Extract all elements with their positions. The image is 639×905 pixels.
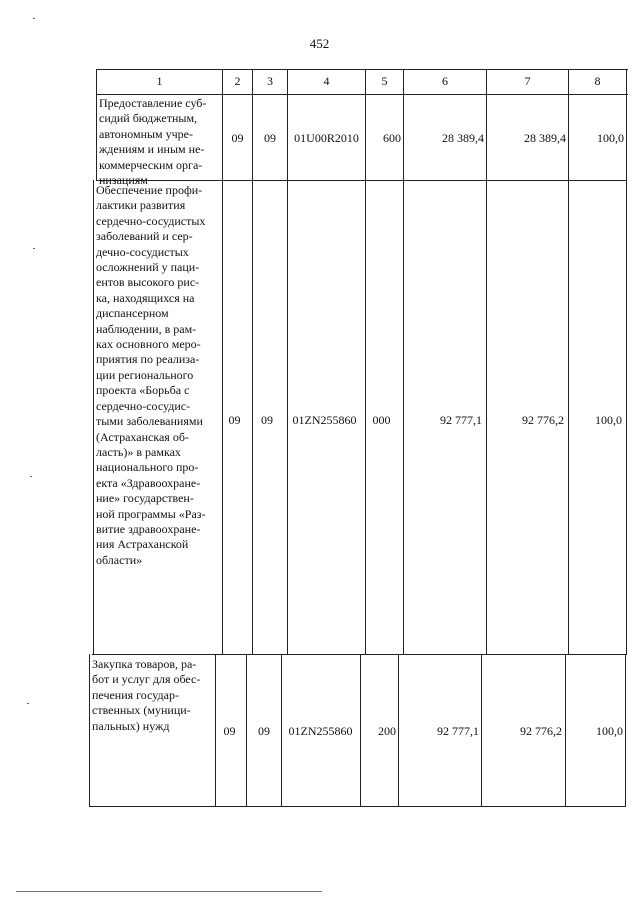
scan-speck <box>33 18 35 19</box>
header-col-7: 7 <box>524 74 531 88</box>
col-4-left-border <box>287 69 288 655</box>
table-row-3-description: Закупка товаров, ра- бот и услуг для обес- печения государ- ственных (муници- пальных) нужд <box>92 657 201 733</box>
table-row-3-col-2: 09 <box>223 724 236 738</box>
header-col-6: 6 <box>442 74 448 88</box>
table-row-1-col-7: 28 389,4 <box>524 131 566 145</box>
header-col-2: 2 <box>234 74 241 88</box>
table-row-3-col-5: 200 <box>378 724 396 738</box>
table-row-1-col-5: 600 <box>383 131 401 145</box>
table-row-2-col-7: 92 776,2 <box>522 413 564 427</box>
table-row-2-col-4: 01ZN255860 <box>292 413 357 427</box>
table-row-3-col-4: 01ZN255860 <box>288 724 353 738</box>
table-bottom-border <box>89 806 626 807</box>
col-6-left-border <box>403 69 404 655</box>
table-row-2-col-8: 100,0 <box>595 413 622 427</box>
page-number: 452 <box>309 36 330 51</box>
table-row-3-col-8: 100,0 <box>596 724 623 738</box>
table-right-border-row3 <box>625 654 626 807</box>
table-row-2-col-2: 09 <box>228 413 241 427</box>
table-row-1-col-4: 01U00R2010 <box>294 131 359 145</box>
scan-speck <box>27 703 29 704</box>
table-right-border <box>626 69 627 655</box>
col-5-left-border <box>365 69 366 655</box>
header-col-1: 1 <box>156 74 163 88</box>
table-row-2-col-6: 92 777,1 <box>440 413 482 427</box>
table-row-3-col-6: 92 777,1 <box>437 724 479 738</box>
table-row-1-description: Предоставление суб- сидий бюджетным, автономным учре- ждениям и иным не- коммерческим орга- низациям <box>99 96 207 188</box>
table-row-1-col-3: 09 <box>264 131 276 145</box>
table-top-border <box>96 69 628 70</box>
table-row-1-col-2: 09 <box>231 131 244 145</box>
table-row-3-col-7: 92 776,2 <box>520 724 562 738</box>
scan-bottom-rule <box>16 891 322 892</box>
table-row-3-col-3: 09 <box>258 724 270 738</box>
col-3-left-border <box>252 69 253 655</box>
table-row-2-col-5: 000 <box>372 413 391 427</box>
table-row-1-col-8: 100,0 <box>597 131 624 145</box>
header-col-3: 3 <box>267 74 273 88</box>
table-row-1-col-6: 28 389,4 <box>442 131 484 145</box>
table-row-2-description: Обеспечение профи- лактики развития сердечно-сосудистых заболеваний и сер- дечно-сосудистых осложнений у паци- ентов высокого рис- ка, находящихся на диспансерном наблюдении, в рам- ках основного меро- приятия по реализа- ции регионального проекта «Борьба с сердечно-сосудис- тыми заболеваниями (Астраханская об- ласть)» в рамках национального про- екта «Здравоохране- ние» государствен- ной программы «Раз- витие здравоохране- ния Астраханской области» <box>96 183 206 567</box>
col-8-left-border <box>568 69 569 655</box>
scan-speck <box>33 248 35 249</box>
header-bottom-border <box>96 94 628 95</box>
table-row-2-col-3: 09 <box>261 413 273 427</box>
scan-speck <box>30 476 32 477</box>
header-col-4: 4 <box>323 74 330 88</box>
col-7-left-border <box>486 69 487 655</box>
header-col-8: 8 <box>594 74 601 88</box>
row-2-bottom-border <box>92 654 626 655</box>
header-col-5: 5 <box>381 74 388 88</box>
